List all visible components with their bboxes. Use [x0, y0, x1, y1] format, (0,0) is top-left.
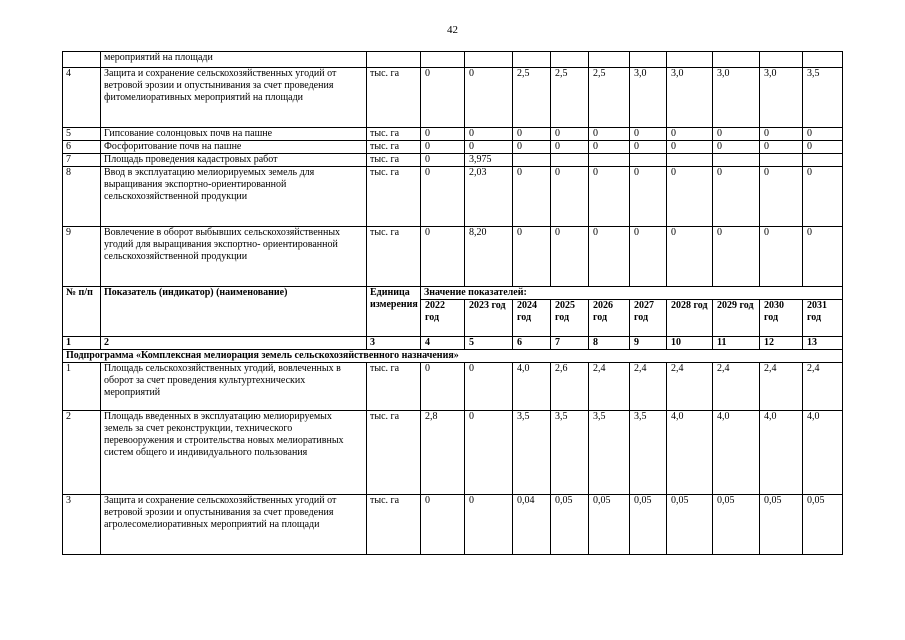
value-cell: 0,05 — [589, 495, 630, 555]
unit-cell: тыс. га — [367, 68, 421, 128]
value-cell: 4,0 — [667, 411, 713, 495]
table-row — [63, 495, 843, 555]
unit-cell: тыс. га — [367, 411, 421, 495]
value-cell: 0 — [589, 128, 630, 141]
value-cell — [421, 52, 465, 68]
value-cell: 0 — [465, 141, 513, 154]
value-cell — [367, 52, 421, 68]
table-row — [63, 128, 843, 141]
header-year: 2024 год — [513, 300, 551, 337]
value-cell: 2,6 — [551, 363, 589, 411]
value-cell: 0 — [667, 141, 713, 154]
indicators-table — [62, 51, 843, 555]
value-cell: 0 — [630, 128, 667, 141]
page-number: 42 — [447, 24, 458, 36]
unit-cell: тыс. га — [367, 227, 421, 287]
value-cell: 0,05 — [630, 495, 667, 555]
value-cell: 2,03 — [465, 167, 513, 227]
value-cell: 0 — [760, 141, 803, 154]
value-cell — [760, 154, 803, 167]
row-number: 2 — [63, 411, 101, 495]
value-cell: 2,4 — [630, 363, 667, 411]
column-number: 7 — [551, 337, 589, 350]
value-cell: 2,5 — [589, 68, 630, 128]
value-cell: 2,4 — [760, 363, 803, 411]
column-number: 11 — [713, 337, 760, 350]
unit-cell: тыс. га — [367, 141, 421, 154]
row-number: 3 — [63, 495, 101, 555]
value-cell: 0 — [421, 227, 465, 287]
value-cell — [513, 52, 551, 68]
value-cell: 0 — [760, 227, 803, 287]
table-row — [63, 411, 843, 495]
column-number: 6 — [513, 337, 551, 350]
value-cell — [589, 154, 630, 167]
column-number: 5 — [465, 337, 513, 350]
value-cell — [667, 52, 713, 68]
value-cell: 0 — [713, 167, 760, 227]
value-cell — [513, 154, 551, 167]
table-row — [63, 167, 843, 227]
value-cell: 2,4 — [589, 363, 630, 411]
indicator-name: Ввод в эксплуатацию мелиорируемых земель для выращивания экспортно-ориентированной сельскохозяйственной продукции — [101, 167, 367, 227]
value-cell: 0 — [421, 154, 465, 167]
table-row — [63, 52, 843, 68]
unit-cell: тыс. га — [367, 154, 421, 167]
value-cell: 0 — [713, 128, 760, 141]
value-cell: 3,0 — [713, 68, 760, 128]
header-indicator: Показатель (индикатор) (наименование) — [101, 287, 367, 337]
value-cell: 0 — [589, 167, 630, 227]
column-number: 3 — [367, 337, 421, 350]
table-row — [63, 141, 843, 154]
header-year: 2031 год — [803, 300, 843, 337]
row-number: 8 — [63, 167, 101, 227]
column-number: 1 — [63, 337, 101, 350]
value-cell: 0 — [803, 141, 843, 154]
value-cell: 0 — [803, 128, 843, 141]
value-cell: 0 — [551, 227, 589, 287]
value-cell — [630, 52, 667, 68]
header-number: № п/п — [63, 287, 101, 337]
header-year: 2030 год — [760, 300, 803, 337]
value-cell: 3,0 — [667, 68, 713, 128]
value-cell: 3,0 — [760, 68, 803, 128]
row-number — [63, 52, 101, 68]
indicator-name: Вовлечение в оборот выбывших сельскохозяйственных угодий для выращивания экспортно- ориентированной сельскохозяйственной продукции — [101, 227, 367, 287]
value-cell: 0 — [630, 167, 667, 227]
value-cell: 0 — [551, 128, 589, 141]
value-cell: 0 — [551, 167, 589, 227]
table-row — [63, 154, 843, 167]
header-year: 2029 год — [713, 300, 760, 337]
column-number: 4 — [421, 337, 465, 350]
row-number: 4 — [63, 68, 101, 128]
unit-cell: тыс. га — [367, 167, 421, 227]
value-cell: 0,05 — [760, 495, 803, 555]
indicator-name: мероприятий на площади — [101, 52, 367, 68]
value-cell: 0 — [421, 495, 465, 555]
value-cell: 0,05 — [667, 495, 713, 555]
value-cell: 3,5 — [551, 411, 589, 495]
table-row — [63, 68, 843, 128]
value-cell — [630, 154, 667, 167]
table-row — [63, 227, 843, 287]
indicator-name: Площадь проведения кадастровых работ — [101, 154, 367, 167]
subprogram-title: Подпрограмма «Комплексная мелиорация земель сельскохозяйственного назначения» — [63, 350, 843, 363]
subprogram-row — [63, 350, 843, 363]
value-cell: 0 — [667, 167, 713, 227]
value-cell: 0 — [421, 68, 465, 128]
value-cell: 0 — [513, 128, 551, 141]
header-year: 2026 год — [589, 300, 630, 337]
column-number: 8 — [589, 337, 630, 350]
column-number: 12 — [760, 337, 803, 350]
row-number: 7 — [63, 154, 101, 167]
value-cell: 3,5 — [803, 68, 843, 128]
value-cell: 2,5 — [513, 68, 551, 128]
value-cell: 0 — [465, 128, 513, 141]
value-cell: 0 — [760, 167, 803, 227]
value-cell: 0,05 — [803, 495, 843, 555]
value-cell: 0 — [551, 141, 589, 154]
value-cell: 8,20 — [465, 227, 513, 287]
value-cell: 0,04 — [513, 495, 551, 555]
header-year: 2027 год — [630, 300, 667, 337]
value-cell — [667, 154, 713, 167]
value-cell: 0 — [667, 227, 713, 287]
value-cell: 0 — [803, 167, 843, 227]
table-row — [63, 363, 843, 411]
value-cell: 3,0 — [630, 68, 667, 128]
value-cell: 2,4 — [803, 363, 843, 411]
value-cell — [551, 52, 589, 68]
value-cell: 0 — [630, 141, 667, 154]
row-number: 1 — [63, 363, 101, 411]
value-cell: 0 — [803, 227, 843, 287]
indicator-name: Площадь сельскохозяйственных угодий, вовлеченных в оборот за счет проведения культуртехнических мероприятий — [101, 363, 367, 411]
indicator-name: Защита и сохранение сельскохозяйственных угодий от ветровой эрозии и опустынивания за счет проведения агролесомелиоративных мероприятий на площади — [101, 495, 367, 555]
indicator-name: Гипсование солонцовых почв на пашне — [101, 128, 367, 141]
value-cell: 0 — [589, 227, 630, 287]
value-cell — [803, 52, 843, 68]
value-cell: 3,5 — [513, 411, 551, 495]
value-cell: 0 — [630, 227, 667, 287]
value-cell: 0 — [421, 141, 465, 154]
indicator-name: Фосфоритование почв на пашне — [101, 141, 367, 154]
header-year: 2028 год — [667, 300, 713, 337]
unit-cell: тыс. га — [367, 495, 421, 555]
value-cell: 0 — [421, 167, 465, 227]
value-cell — [760, 52, 803, 68]
value-cell — [465, 52, 513, 68]
column-number: 9 — [630, 337, 667, 350]
value-cell: 0 — [667, 128, 713, 141]
value-cell — [713, 52, 760, 68]
value-cell: 4,0 — [760, 411, 803, 495]
value-cell — [551, 154, 589, 167]
value-cell: 0 — [421, 128, 465, 141]
value-cell — [803, 154, 843, 167]
column-number: 13 — [803, 337, 843, 350]
value-cell: 0 — [465, 68, 513, 128]
value-cell: 2,5 — [551, 68, 589, 128]
column-number: 2 — [101, 337, 367, 350]
value-cell: 2,4 — [713, 363, 760, 411]
value-cell: 3,5 — [630, 411, 667, 495]
header-year: 2023 год — [465, 300, 513, 337]
header-unit: Единица измерения — [367, 287, 421, 337]
value-cell: 3,5 — [589, 411, 630, 495]
indicator-name: Защита и сохранение сельскохозяйственных угодий от ветровой эрозии и опустынивания за счет проведения фитомелиоративных мероприятий на площади — [101, 68, 367, 128]
value-cell: 0 — [421, 363, 465, 411]
indicator-name: Площадь введенных в эксплуатацию мелиорируемых земель за счет реконструкции, технического перевооружения и строительства новых мелиоративных систем общего и индивидуального пользования — [101, 411, 367, 495]
value-cell: 0 — [513, 227, 551, 287]
value-cell: 0 — [513, 167, 551, 227]
value-cell: 0 — [713, 141, 760, 154]
header-year: 2022 год — [421, 300, 465, 337]
row-number: 6 — [63, 141, 101, 154]
value-cell: 0,05 — [551, 495, 589, 555]
value-cell: 4,0 — [713, 411, 760, 495]
value-cell: 0 — [760, 128, 803, 141]
unit-cell: тыс. га — [367, 128, 421, 141]
header-values-title: Значение показателей: — [421, 287, 843, 300]
value-cell: 0,05 — [713, 495, 760, 555]
value-cell: 0 — [713, 227, 760, 287]
value-cell: 2,4 — [667, 363, 713, 411]
value-cell: 0 — [465, 363, 513, 411]
value-cell: 0 — [589, 141, 630, 154]
unit-cell: тыс. га — [367, 363, 421, 411]
row-number: 5 — [63, 128, 101, 141]
value-cell: 4,0 — [513, 363, 551, 411]
header-year: 2025 год — [551, 300, 589, 337]
value-cell: 0 — [465, 411, 513, 495]
table-header-row — [63, 287, 843, 300]
value-cell: 0 — [465, 495, 513, 555]
value-cell — [713, 154, 760, 167]
value-cell: 2,8 — [421, 411, 465, 495]
row-number: 9 — [63, 227, 101, 287]
value-cell: 3,975 — [465, 154, 513, 167]
column-number: 10 — [667, 337, 713, 350]
column-numbers-row — [63, 337, 843, 350]
value-cell — [589, 52, 630, 68]
value-cell: 4,0 — [803, 411, 843, 495]
value-cell: 0 — [513, 141, 551, 154]
